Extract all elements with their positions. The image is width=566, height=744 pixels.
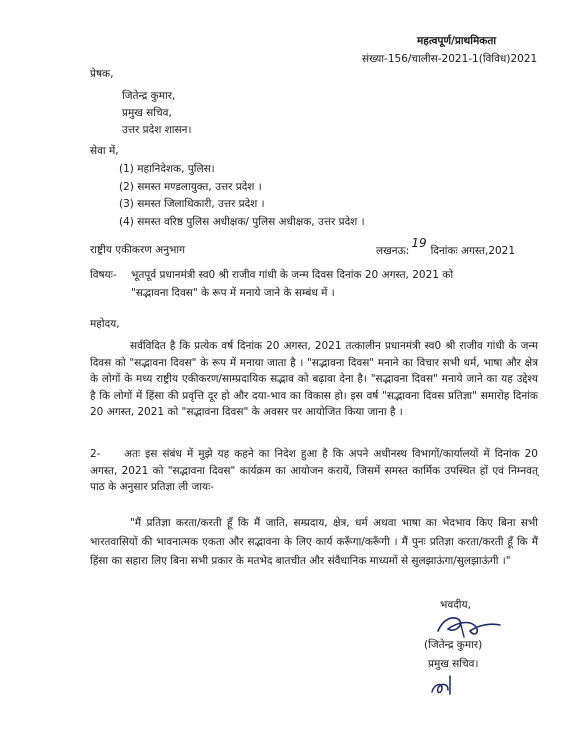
initials-mark (428, 670, 478, 700)
sender-designation: प्रमुख सचिव, (122, 107, 172, 119)
subject-line-1: भूतपूर्व प्रधानमंत्री स्व0 श्री राजीव गांधी के जन्म दिवस दिनांक 20 अगस्त, 2021 को (131, 269, 454, 281)
recipients-label: सेवा में, (90, 145, 119, 157)
recipient-item: (2) समस्त मण्डलायुक्त, उत्तर प्रदेश । (119, 181, 262, 193)
salutation: महोदय, (90, 318, 120, 330)
body-paragraph-2 (90, 446, 538, 496)
paragraph-2-text: अतः इस संबंध में मुझे यह कहने का निदेश हुआ है कि अपने अधीनस्थ विभागों/कार्यालयों में दिनांक 20 अगस्त, 2021 को "सद्भावना दिवस" कार्यक्रम का आयोजन करायें, जिसमें समस्त कार्मिक उपस्थित हों एवं निम्नवत् पाठ के अनुसार प्रतिज्ञा ली जायः- (90, 448, 538, 493)
recipient-item: (3) समस्त जिलाधिकारी, उत्तर प्रदेश । (119, 198, 265, 210)
closing: भवदीय, (440, 599, 471, 611)
date-line (376, 236, 516, 258)
reference-number: संख्या-156/चालीस-2021-1(विविध)2021 (362, 53, 538, 65)
body-paragraph-1: सर्वविदित है कि प्रत्येक वर्ष दिनांक 20 अगस्त, 2021 तत्कालीन प्रधानमंत्री स्व0 श्री राजीव गांधी के जन्म दिवस को "सद्भावना दिवस" के रूप में मनाया जाता है । "सद्भावना दिवस" मनाने का विचार सभी धर्म, भाषा और क्षेत्र के लोगों के मध्य राष्ट्रीय एकीकरण/साम्प्रदायिक सद्भाव को बढ़ावा देना है। "सद्भावना दिवस" मनाये जाने का यह उद्देश्य है कि लोगों में हिंसा की प्रवृत्ति दूर हो और दया-भाव का विकास हो। इस वर्ष "सद्भावना दिवस प्रतिज्ञा" समारोह दिनांक 20 अगस्त, 2021 को "सद्भावना दिवस" के अवसर पर आयोजित किया जाना है । (90, 340, 538, 418)
signatory-designation: प्रमुख सचिव। (428, 658, 479, 670)
signatory-name: (जितेन्द्र कुमार) (424, 639, 483, 651)
recipient-item: (1) महानिदेशक, पुलिस। (119, 163, 215, 175)
subject-line-2: "सद्भावना दिवस" के रूप में मनाये जाने के सम्बंध में । (131, 287, 335, 299)
date-day-handwritten: 19 (411, 236, 427, 250)
section-name: राष्ट्रीय एकीकरण अनुभाग (90, 244, 186, 256)
paragraph-number: 2- (90, 448, 101, 460)
pledge-text: "मैं प्रतिज्ञा करता/करती हूँ कि मैं जाति, सम्प्रदाय, क्षेत्र, धर्म अथवा भाषा का भेदभाव किए बिना सभी भारतवासियों की भावनात्मक एकता और सद्भावना के लिए कार्य करूँगा/करूँगी । मैं पुनः प्रतिज्ञा करता/करती हूँ कि मैं हिंसा का सहारा लिए बिना सभी प्रकार के मतभेद बातचीत और संवैधानिक माध्यमों से सुलझाऊंगा/सुलझाऊंगी ।" (90, 517, 538, 567)
priority-label: महत्वपूर्ण/प्राथमिकता (417, 35, 497, 47)
sender-name: जितेन्द्र कुमार, (122, 90, 176, 102)
date-place: लखनऊ: (376, 245, 410, 257)
recipient-item: (4) समस्त वरिष्ठ पुलिस अधीक्षक/ पुलिस अधीक्षक, उत्तर प्रदेश । (119, 216, 365, 228)
sender-office: उत्तर प्रदेश शासन। (122, 124, 192, 136)
sender-label: प्रेषक, (90, 68, 114, 80)
date-text: दिनांकः अगस्त,2021 (430, 245, 516, 257)
subject-label: विषयः- (90, 269, 117, 281)
